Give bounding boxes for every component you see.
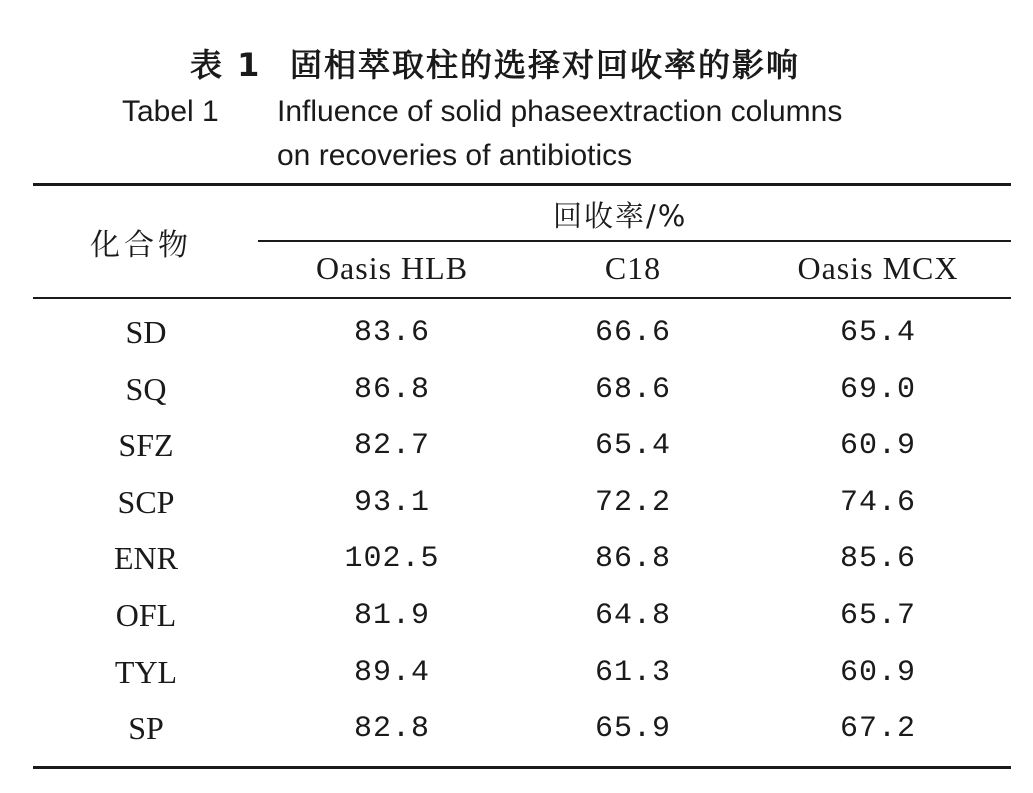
top-rule [33, 183, 1011, 186]
recovery-value-cell: 65.4 [839, 316, 917, 350]
caption-en [122, 90, 842, 178]
caption-en-label: Tabel 1 [122, 95, 219, 128]
recovery-value-cell: 102.5 [344, 542, 440, 577]
recovery-value-cell: 65.9 [594, 712, 672, 747]
compound-cell: SFZ [118, 427, 174, 464]
caption-en-line1: Influence of solid phaseextraction columns [277, 95, 843, 128]
compound-cell: OFL [115, 597, 177, 633]
caption-cn [190, 40, 800, 86]
recovery-value-cell: 86.8 [353, 372, 431, 407]
compound-cell: ENR [114, 540, 178, 577]
recovery-value-cell: 67.2 [839, 712, 917, 747]
recovery-value-cell: 66.6 [594, 316, 672, 350]
compound-cell: SD [125, 314, 167, 350]
group-header-recovery: 回收率/% [553, 199, 688, 233]
row-header-compound: 化合物 [90, 228, 192, 263]
recovery-value-cell: 83.6 [353, 316, 431, 350]
recovery-value-cell: 74.6 [839, 485, 917, 520]
caption-cn-number: 表 1 [190, 46, 262, 84]
group-header-rule [258, 240, 1011, 242]
recovery-value-cell: 82.7 [353, 429, 431, 464]
compound-cell: TYL [114, 653, 178, 690]
compound-cell: SCP [117, 483, 175, 520]
recovery-value-cell: 86.8 [594, 542, 672, 577]
recovery-value-cell: 60.9 [839, 429, 917, 464]
bottom-rule [33, 766, 1011, 769]
recovery-value-cell: 64.8 [594, 599, 672, 633]
column-header-oasis-hlb: Oasis HLB [315, 250, 469, 286]
recovery-value-cell: 68.6 [594, 372, 672, 407]
recovery-value-cell: 65.7 [839, 599, 917, 633]
recovery-value-cell: 72.2 [594, 485, 672, 520]
recovery-value-cell: 81.9 [353, 599, 431, 633]
caption-cn-text: 固相萃取柱的选择对回收率的影响 [290, 46, 801, 84]
recovery-value-cell: 69.0 [839, 372, 917, 407]
recovery-value-cell: 85.6 [839, 542, 917, 577]
caption-en-line2: on recoveries of antibiotics [277, 139, 633, 172]
compound-cell: SP [128, 710, 164, 747]
recovery-value-cell: 89.4 [353, 655, 431, 690]
recovery-value-cell: 61.3 [594, 655, 672, 690]
recovery-value-cell: 82.8 [353, 712, 431, 747]
compound-cell: SQ [125, 370, 167, 407]
header-rule [33, 297, 1011, 299]
recovery-value-cell: 65.4 [594, 429, 672, 464]
recovery-value-cell: 60.9 [839, 655, 917, 690]
column-header-c18: C18 [604, 250, 662, 286]
column-header-oasis-mcx: Oasis MCX [797, 250, 959, 286]
recovery-value-cell: 93.1 [353, 485, 431, 520]
